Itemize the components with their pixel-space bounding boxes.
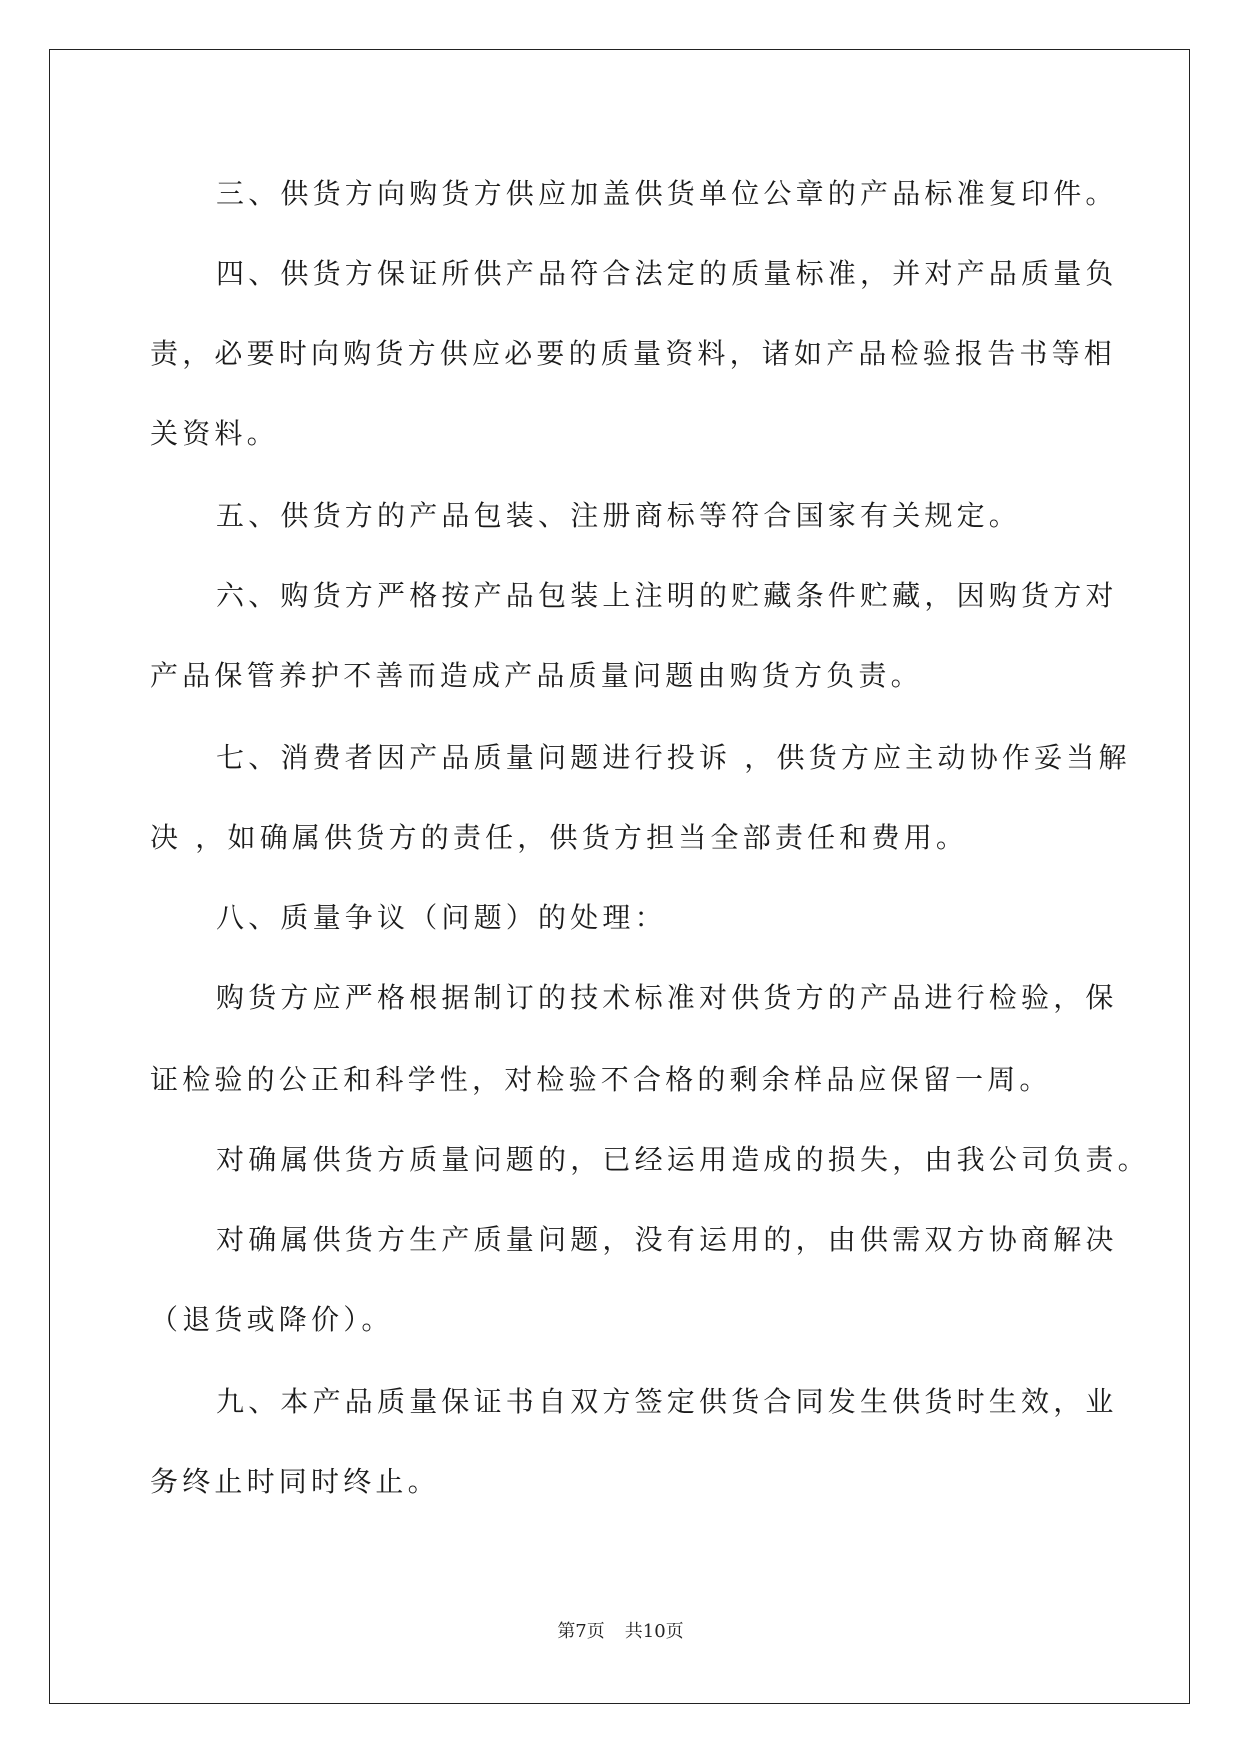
paragraph-line: 五、供货方的产品包装、注册商标等符合国家有关规定。 <box>216 499 1022 532</box>
paragraph-line: 购货方应严格根据制订的技术标准对供货方的产品进行检验，保 <box>216 981 1118 1014</box>
paragraph-line: 九、本产品质量保证书自双方签定供货合同发生供货时生效，业 <box>216 1385 1118 1418</box>
paragraph-line: 八、质量争议（问题）的处理： <box>216 901 667 934</box>
paragraph-line: 责，必要时向购货方供应必要的质量资料，诸如产品检验报告书等相 <box>150 337 1117 370</box>
paragraph-line: 六、购货方严格按产品包装上注明的贮藏条件贮藏，因购货方对 <box>216 579 1118 612</box>
paragraph-line: （退货或降价）。 <box>150 1303 394 1336</box>
paragraph-line: 产品保管养护不善而造成产品质量问题由购货方负责。 <box>150 659 923 692</box>
page-number-current: 第7页 <box>557 1621 605 1642</box>
paragraph-line: 七、消费者因产品质量问题进行投诉 ，供货方应主动协作妥当解 <box>216 741 1131 774</box>
paragraph-line: 四、供货方保证所供产品符合法定的质量标准，并对产品质量负 <box>216 257 1118 290</box>
page-border <box>49 49 1190 1704</box>
page-footer <box>0 1620 1241 1644</box>
page-number-total: 共10页 <box>624 1621 684 1642</box>
paragraph-line: 对确属供货方质量问题的，已经运用造成的损失，由我公司负责。 <box>216 1143 1150 1176</box>
paragraph-line: 证检验的公正和科学性，对检验不合格的剩余样品应保留一周。 <box>150 1063 1052 1096</box>
paragraph-line: 三、供货方向购货方供应加盖供货单位公章的产品标准复印件。 <box>216 177 1118 210</box>
paragraph-line: 决 ，如确属供货方的责任，供货方担当全部责任和费用。 <box>150 821 969 854</box>
paragraph-line: 关资料。 <box>150 417 279 450</box>
paragraph-line: 对确属供货方生产质量问题，没有运用的，由供需双方协商解决 <box>216 1223 1118 1256</box>
paragraph-line: 务终止时同时终止。 <box>150 1465 440 1498</box>
